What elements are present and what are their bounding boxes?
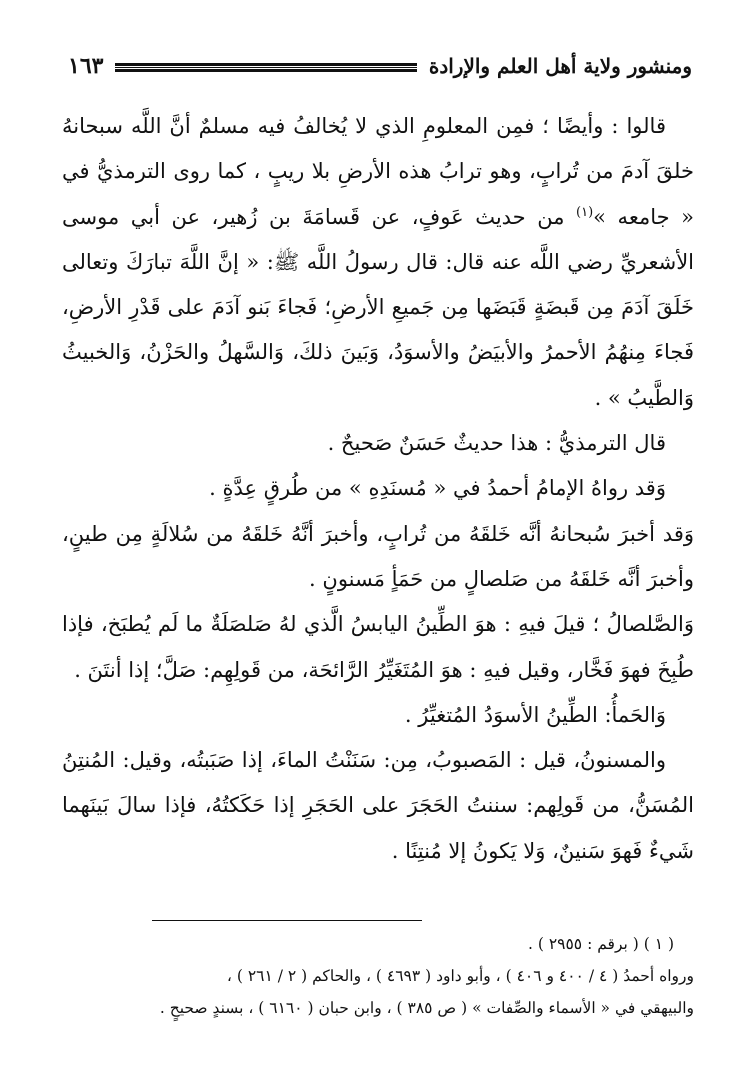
footnote-separator [152, 920, 422, 921]
footnote-line-3: والبيهقي في « الأسماء والصِّفات » ( ص ٣٨٥ ) ، وابن حبان ( ٦١٦٠ ) ، بسندٍ صحيحٍ . [159, 999, 694, 1017]
footnote-line-2: ورواه أحمدُ ( ٤ / ٤٠٠ و ٤٠٦ ) ، وأبو داود ( ٤٦٩٣ ) ، والحاكم ( ٢ / ٢٦١ ) ، [226, 967, 694, 985]
paragraph-7: والمسنونُ، قيل : المَصبوبُ، مِن: سَنَنْتُ الماءَ، إذا صَبَبتُه، وقيل: المُنتِنُ المُسَنُّ، من قَولِهم: سننتُ الحَجَرَ على الحَجَرِ إذا حَكَكتُهُ، فإذا سالَ بَينَهما شَيءٌ فَهوَ سَنينٌ، وَلا يَكونُ إلا مُنتِنًا . [62, 748, 694, 863]
footnotes [58, 928, 694, 1024]
paragraph-1-text: قالوا : وأيضًا ؛ فمِن المعلومِ الذي لا يُخالفُ فيه مسلمٌ أنَّ اللَّه سبحانهُ خلقَ آدمَ من تُرابٍ، وهو ترابُ هذه الأرضِ بلا ريبٍ ، كما روى الترمذيُّ في « جامعه » [62, 114, 694, 229]
page-number: ١٦٣ [68, 53, 104, 79]
paragraph-5: وَالصَّلصالُ ؛ قيلَ فيهِ : هوَ الطِّينُ اليابسُ الَّذي لهُ صَلصَلَةٌ ما لَم يُطبَخ، فإذا طُبِخَ فهوَ فَخَّار، وقيل فيهِ : هوَ المُتَغَيِّرُ الرَّائحَة، من قَولِهِم: صَلَّ؛ إذا أنتَنَ . [62, 612, 694, 682]
header-rule [115, 63, 416, 72]
paragraph-2: قال الترمذيُّ : هذا حديثٌ حَسَنٌ صَحيحٌ . [327, 431, 666, 456]
paragraph-3: وَقد رواهُ الإمامُ أحمدُ في « مُسنَدِهِ » من طُرقٍ عِدَّةٍ . [209, 476, 666, 501]
footnote-1: ( ١ ) ( برقم : ٢٩٥٥ ) . [528, 935, 674, 953]
footnote-marker: (١) [576, 204, 594, 220]
paragraph-6: وَالحَمأُ: الطِّينُ الأسوَدُ المُتغيِّرُ . [404, 702, 666, 727]
paragraph-1 [62, 104, 694, 421]
main-text [62, 104, 694, 874]
paragraph-4: وَقد أخبرَ سُبحانهُ أنَّه خَلقَهُ من تُرابٍ، وأخبرَ أنَّهُ خَلقَهُ من سُلالَةٍ مِن طينٍ، وأخبرَ أنَّه خَلقَهُ من صَلصالٍ من حَمَأٍ مَسنونٍ . [62, 521, 694, 591]
paragraph-1-continuation: من حديث عَوفٍ، عن قَسامَةَ بن زُهير، عن أبي موسى الأشعريِّ رضي اللَّه عنه قال: قال رسولُ اللَّه ﷺ: « إنَّ اللَّهَ تبارَكَ وتعالى خَلَقَ آدَمَ مِن قَبضَةٍ قَبَضَها مِن جَميعِ الأرضِ؛ فَجاءَ بَنو آدَمَ على قَدْرِ الأرضِ، فَجاءَ مِنهُمُ الأحمرُ والأبيَضُ والأسوَدُ، وَبَينَ ذلكَ، وَالسَّهلُ والحَزْنُ، وَالخبيثُ وَالطَّيبُ » . [62, 204, 694, 410]
running-title: ومنشور ولاية أهل العلم والإرادة [428, 54, 692, 78]
page-header [68, 48, 692, 84]
